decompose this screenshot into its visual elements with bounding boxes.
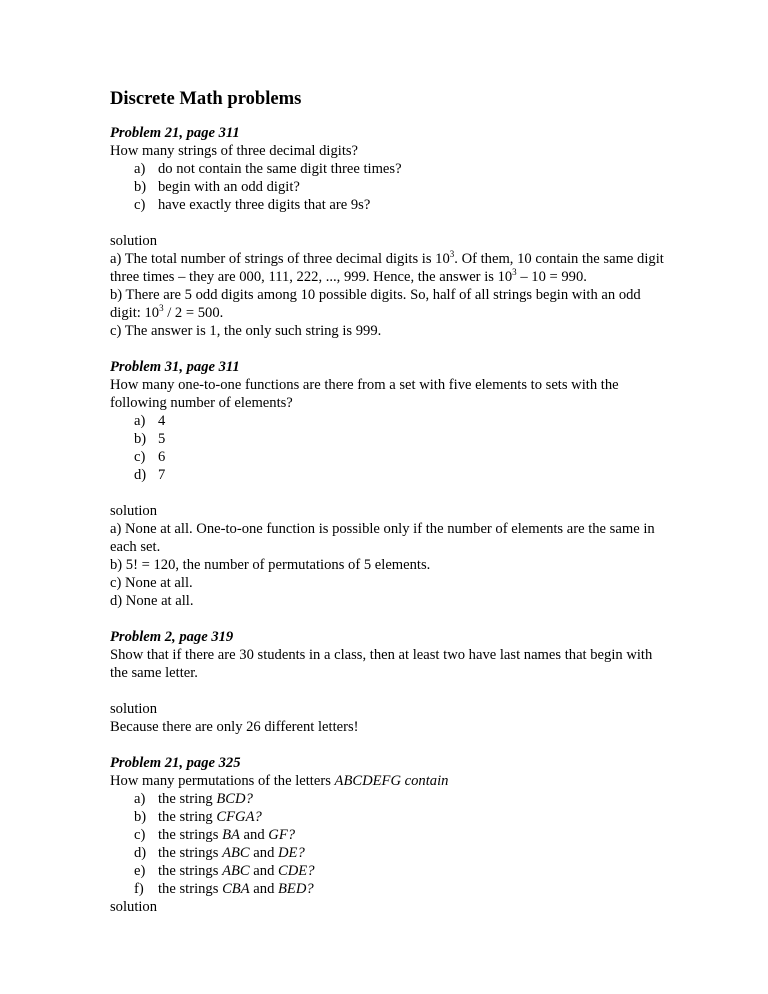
- item-text-part: the string: [158, 809, 217, 825]
- problem-heading: Problem 21, page 311: [110, 125, 240, 141]
- problem-item-list: [110, 412, 670, 484]
- item-text-italic: GF?: [268, 827, 296, 843]
- item-text-part: and: [249, 845, 279, 861]
- problem-heading: Problem 21, page 325: [110, 755, 241, 771]
- list-item: [110, 160, 670, 178]
- item-text-part: the string: [158, 791, 217, 807]
- solution-paragraph: [110, 250, 670, 286]
- document-title: Discrete Math problems: [110, 88, 302, 109]
- superscript: 3: [159, 303, 164, 314]
- solution-text: – 10 = 990.: [516, 269, 587, 285]
- item-text-part: the strings: [158, 845, 223, 861]
- solution-text: / 2 = 500.: [163, 305, 224, 321]
- solution-block: [110, 700, 670, 736]
- document-page: [110, 88, 670, 916]
- item-text-italic: ABC: [222, 845, 250, 861]
- list-item: [110, 862, 670, 880]
- item-text-italic: CBA: [222, 881, 250, 897]
- item-text: [158, 844, 305, 862]
- problem-block: [110, 358, 670, 484]
- list-item: [110, 844, 670, 862]
- item-label: e): [134, 863, 146, 879]
- problem-question: How many one-to-one functions are there from a set with five elements to sets with the following number of elements?: [110, 377, 619, 411]
- item-text: do not contain the same digit three times?: [158, 161, 402, 177]
- solution-label: solution: [110, 899, 158, 915]
- problem-block: [110, 124, 670, 214]
- item-label: b): [134, 179, 147, 195]
- solution-paragraph: c) None at all.: [110, 575, 193, 591]
- item-text-part: the strings: [158, 827, 223, 843]
- item-text: have exactly three digits that are 9s?: [158, 197, 371, 213]
- item-text-part: the strings: [158, 863, 223, 879]
- item-text: [158, 880, 314, 898]
- item-label: f): [134, 881, 144, 897]
- item-text-italic: BCD?: [216, 791, 253, 807]
- solution-text: b) There are 5 odd digits among 10 possible digits. So, half of all strings begin with an odd digit: 10: [110, 287, 641, 321]
- list-item: [110, 448, 670, 466]
- item-text: 7: [158, 467, 166, 483]
- item-text-italic: BA: [222, 827, 240, 843]
- problem-heading: Problem 2, page 319: [110, 629, 234, 645]
- item-label: a): [134, 161, 146, 177]
- problem-item-list: [110, 790, 670, 898]
- list-item: [110, 808, 670, 826]
- solution-block: [110, 502, 670, 610]
- solution-label: solution: [110, 503, 158, 519]
- solution-paragraph: d) None at all.: [110, 593, 194, 609]
- item-text-italic: CDE?: [278, 863, 315, 879]
- list-item: [110, 430, 670, 448]
- item-text-italic: DE?: [278, 845, 305, 861]
- solution-label: solution: [110, 701, 158, 717]
- problem-block: [110, 628, 670, 682]
- list-item: [110, 196, 670, 214]
- superscript: 3: [512, 267, 517, 278]
- item-text-part: and: [239, 827, 269, 843]
- item-label: c): [134, 827, 146, 843]
- solution-label: solution: [110, 233, 158, 249]
- item-text: [158, 790, 253, 808]
- solution-text: a) The total number of strings of three decimal digits is 10: [110, 251, 450, 267]
- item-label: c): [134, 197, 146, 213]
- item-text-italic: BED?: [278, 881, 314, 897]
- list-item: [110, 826, 670, 844]
- item-text: [158, 862, 315, 880]
- solution-paragraph: Because there are only 26 different letters!: [110, 719, 359, 735]
- superscript: 3: [449, 249, 455, 260]
- list-item: [110, 412, 670, 430]
- list-item: [110, 790, 670, 808]
- item-label: b): [134, 809, 147, 825]
- item-label: a): [134, 413, 146, 429]
- problem-question: How many strings of three decimal digits?: [110, 143, 359, 159]
- solution-paragraph: [110, 286, 670, 322]
- item-text: 4: [158, 413, 166, 429]
- list-item: [110, 178, 670, 196]
- problem-question: Show that if there are 30 students in a class, then at least two have last names that begin with the same letter.: [110, 647, 653, 681]
- item-text: 5: [158, 431, 166, 447]
- item-label: a): [134, 791, 146, 807]
- item-text: begin with an odd digit?: [158, 179, 300, 195]
- item-label: c): [134, 449, 146, 465]
- item-text-part: the strings: [158, 881, 223, 897]
- item-text: [158, 826, 295, 844]
- item-label: b): [134, 431, 147, 447]
- problem-item-list: [110, 160, 670, 214]
- item-label: d): [134, 845, 147, 861]
- item-text-italic: ABC: [222, 863, 250, 879]
- solution-paragraph: c) The answer is 1, the only such string is 999.: [110, 323, 382, 339]
- item-text-part: and: [249, 881, 279, 897]
- solution-block: [110, 232, 670, 340]
- problem-question: [110, 772, 670, 790]
- solution-paragraph: a) None at all. One-to-one function is possible only if the number of elements are the same in each set.: [110, 521, 655, 555]
- list-item: [110, 466, 670, 484]
- question-text: How many permutations of the letters: [110, 773, 335, 789]
- item-text: 6: [158, 449, 166, 465]
- list-item: [110, 880, 670, 898]
- solution-paragraph: b) 5! = 120, the number of permutations of 5 elements.: [110, 557, 431, 573]
- item-text: [158, 808, 262, 826]
- item-text-part: and: [249, 863, 279, 879]
- solution-text: . Of them, 10 contain the same digit three times – they are 000, 111, 222, ..., 999. Hence, the answer is 10: [110, 251, 664, 285]
- problem-block: [110, 754, 670, 916]
- item-text-italic: CFGA?: [216, 809, 262, 825]
- question-text-italic: ABCDEFG contain: [334, 773, 449, 789]
- problem-heading: Problem 31, page 311: [110, 359, 240, 375]
- item-label: d): [134, 467, 147, 483]
